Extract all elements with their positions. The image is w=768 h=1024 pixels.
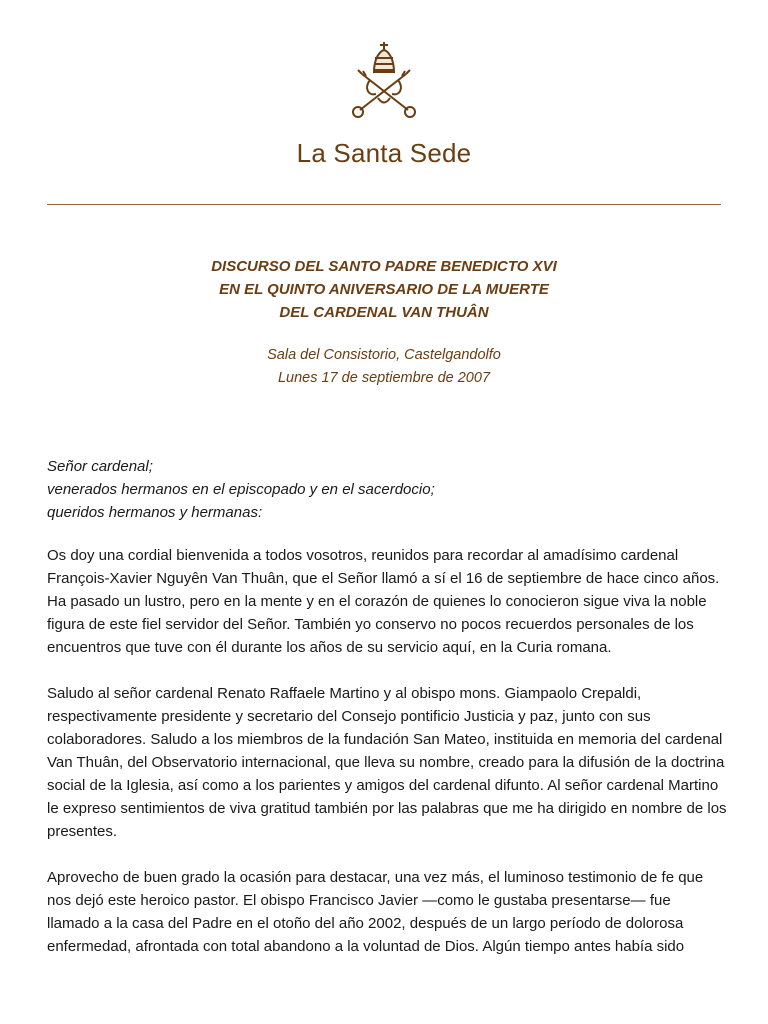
greeting-line: queridos hermanos y hermanas: — [47, 504, 263, 521]
greeting — [47, 455, 727, 524]
speech-date: Lunes 17 de septiembre de 2007 — [277, 370, 491, 386]
speech-title-line: DISCURSO DEL SANTO PADRE BENEDICTO XVI — [211, 258, 557, 275]
header-divider — [47, 204, 721, 205]
speech-title — [0, 255, 768, 324]
greeting-line: Señor cardenal; — [47, 458, 153, 475]
body-paragraph: Aprovecho de buen grado la ocasión para destacar, una vez más, el luminoso testimonio de fe que nos dejó este heroico pastor. El obispo Francisco Javier —como le gustaba presentarse— fue llamado a la casa del Padre en el otoño del año 2002, después de un largo período de dolorosa enfermedad, afrontada con total abandono a la voluntad de Dios. Algún tiempo antes había sido — [47, 869, 704, 955]
papal-coat-of-arms-icon — [340, 40, 428, 122]
body-paragraph: Saludo al señor cardenal Renato Raffaele Martino y al obispo mons. Giampaolo Crepaldi, respectivamente presidente y secretario del Consejo pontificio Justicia y paz, junto con sus colaboradores. Saludo a los miembros de la fundación San Mateo, instituida en memoria del cardenal Van Thuân, del Observatorio internacional, que lleva su nombre, creado para la difusión de la doctrina social de la Iglesia, así como a los parientes y amigos del cardenal difunto. Al señor cardenal Martino le expreso sentimientos de viva gratitud también por las palabras que me ha dirigido en nombre de los presentes. — [47, 685, 727, 840]
body-paragraph: Os doy una cordial bienvenida a todos vosotros, reunidos para recordar al amadísimo cardenal François-Xavier Nguyên Van Thuân, que el Señor llamó a sí el 16 de septiembre de hace cinco años. Ha pasado un lustro, pero en la mente y en el corazón de quienes lo conocieron sigue viva la noble figura de este fiel servidor del Señor. También yo conservo no pocos recuerdos personales de los encuentros que tuve con él durante los años de su servicio aquí, en la Curia romana. — [47, 547, 720, 656]
speech-meta — [0, 344, 768, 390]
speech-location: Sala del Consistorio, Castelgandolfo — [267, 347, 501, 363]
greeting-line: venerados hermanos en el episcopado y en el sacerdocio; — [47, 481, 435, 498]
site-title: La Santa Sede — [296, 138, 472, 168]
speech-title-line: DEL CARDENAL VAN THUÂN — [279, 304, 489, 321]
speech-title-line: EN EL QUINTO ANIVERSARIO DE LA MUERTE — [219, 281, 549, 298]
speech-body — [47, 544, 727, 981]
